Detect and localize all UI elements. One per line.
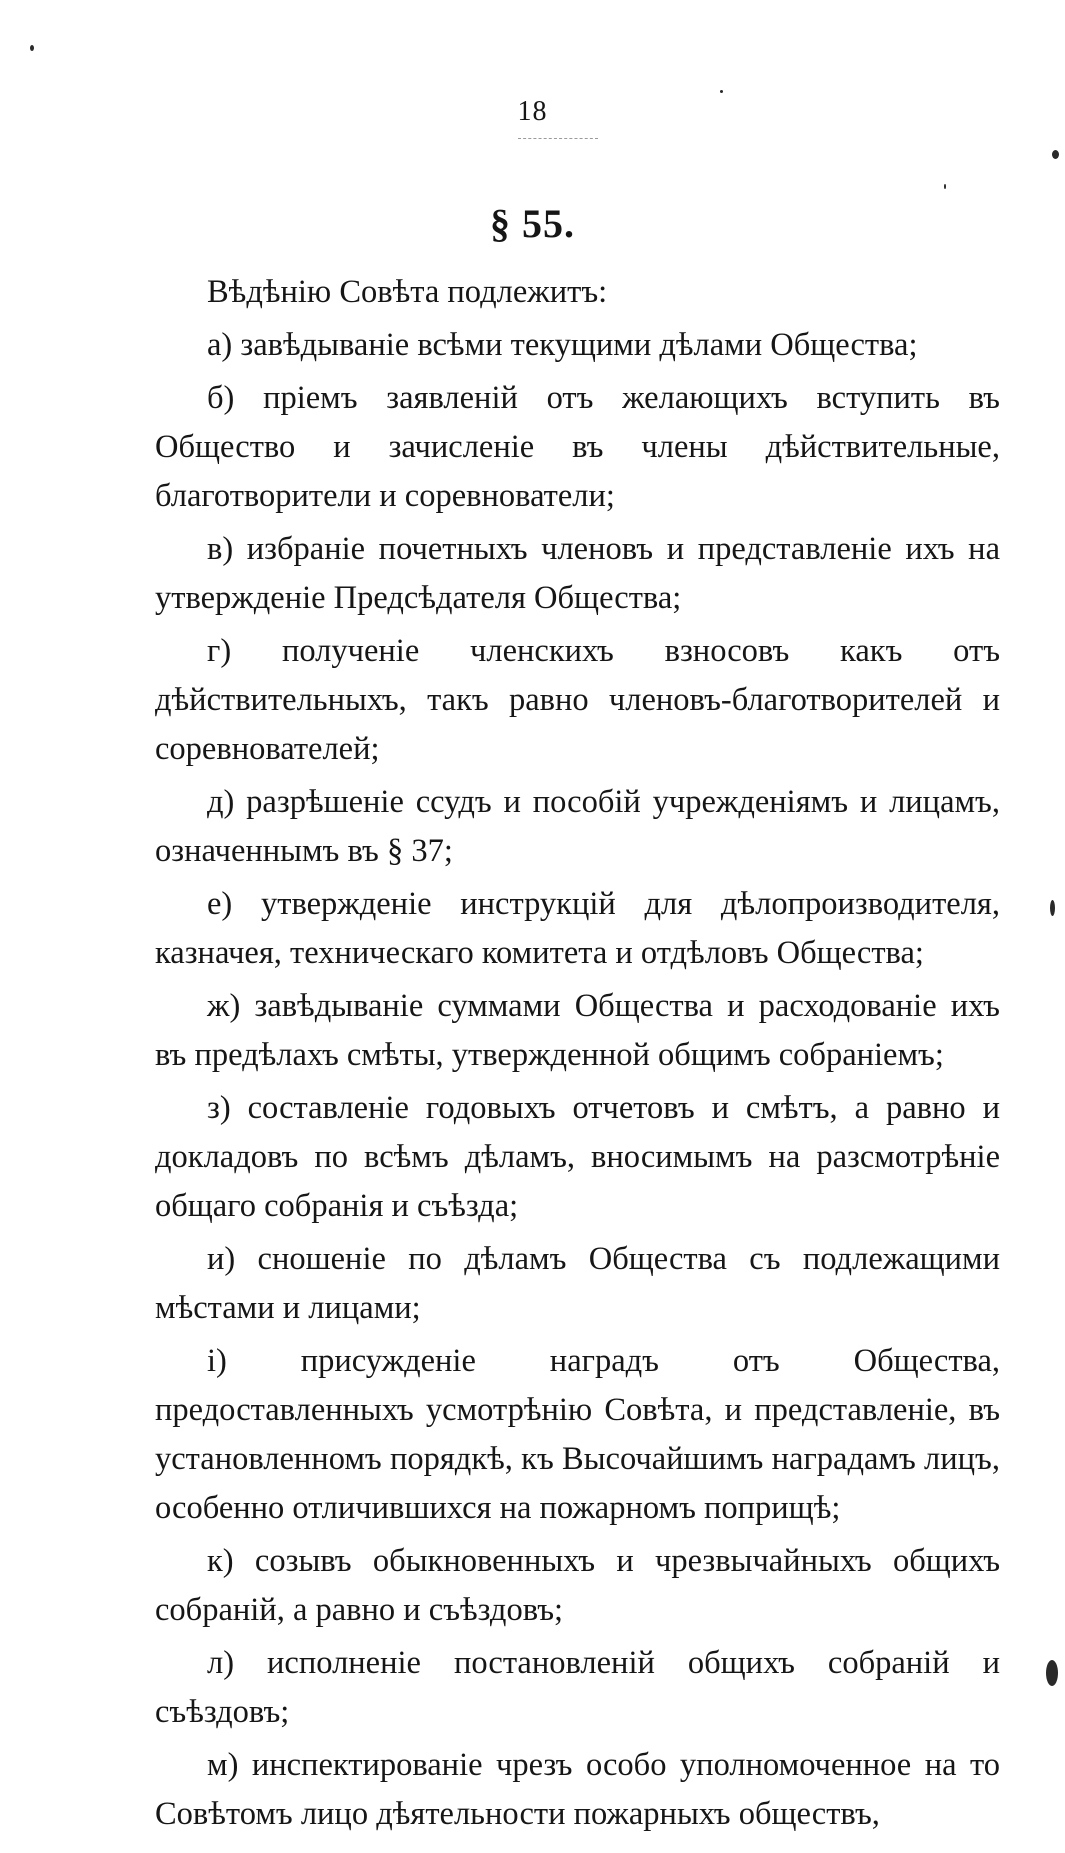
list-item-d: д) разрѣшеніе ссудъ и пособій учрежденіямъ и лицамъ, означеннымъ въ § 37; <box>155 784 1000 869</box>
list-item-e: е) утвержденіе инструкцій для дѣлопроизводителя, казначея, техническаго комитета и отдѣловъ Общества; <box>155 886 1000 971</box>
scan-speck <box>1046 1660 1058 1686</box>
body-text <box>155 268 1000 1843</box>
scan-speck <box>1052 150 1059 159</box>
list-item-b: б) пріемъ заявленій отъ желающихъ вступить въ Общество и зачисленіе въ члены дѣйствительные, благотворители и соревнователи; <box>155 380 1000 514</box>
list-item-v: в) избраніе почетныхъ членовъ и представленіе ихъ на утвержденіе Предсѣдателя Общества; <box>155 531 1000 616</box>
intro-paragraph: Вѣдѣнію Совѣта подлежитъ: <box>207 274 608 310</box>
list-item-i: и) сношеніе по дѣламъ Общества съ подлежащими мѣстами и лицами; <box>155 1241 1000 1326</box>
list-item-l: л) исполненіе постановленій общихъ собраній и съѣздовъ; <box>155 1645 1000 1730</box>
list-item-z: з) составленіе годовыхъ отчетовъ и смѣтъ, а равно и докладовъ по всѣмъ дѣламъ, вносимымъ на разсмотрѣніе общаго собранія и съѣзда; <box>155 1090 1000 1224</box>
scan-speck <box>1050 900 1055 916</box>
page-number: 18 <box>517 96 548 127</box>
scan-speck <box>720 90 723 93</box>
section-heading: § 55. <box>490 201 575 246</box>
list-item-m: м) инспектированіе чрезъ особо уполномоченное на то Совѣтомъ лицо дѣятельности пожарныхъ обществъ, <box>155 1747 1000 1832</box>
list-item-zh: ж) завѣдываніе суммами Общества и расходованіе ихъ въ предѣлахъ смѣты, утвержденной общимъ собраніемъ; <box>155 988 1000 1073</box>
scan-speck <box>30 45 34 51</box>
list-item-k: к) созывъ обыкновенныхъ и чрезвычайныхъ общихъ собраній, а равно и съѣздовъ; <box>155 1543 1000 1628</box>
list-item-g: г) полученіе членскихъ взносовъ какъ отъ дѣйствительныхъ, такъ равно членовъ-благотворителей и соревнователей; <box>155 633 1000 767</box>
page-number-rule <box>518 138 598 139</box>
list-item-a: а) завѣдываніе всѣми текущими дѣлами Общества; <box>207 327 918 363</box>
list-item-i-decimal: і) присужденіе наградъ отъ Общества, предоставленныхъ усмотрѣнію Совѣта, и представленіе, въ установленномъ порядкѣ, къ Высочайшимъ наградамъ лицъ, особенно отличившихся на пожарномъ поприщѣ; <box>155 1343 1000 1526</box>
scan-speck <box>944 184 946 189</box>
